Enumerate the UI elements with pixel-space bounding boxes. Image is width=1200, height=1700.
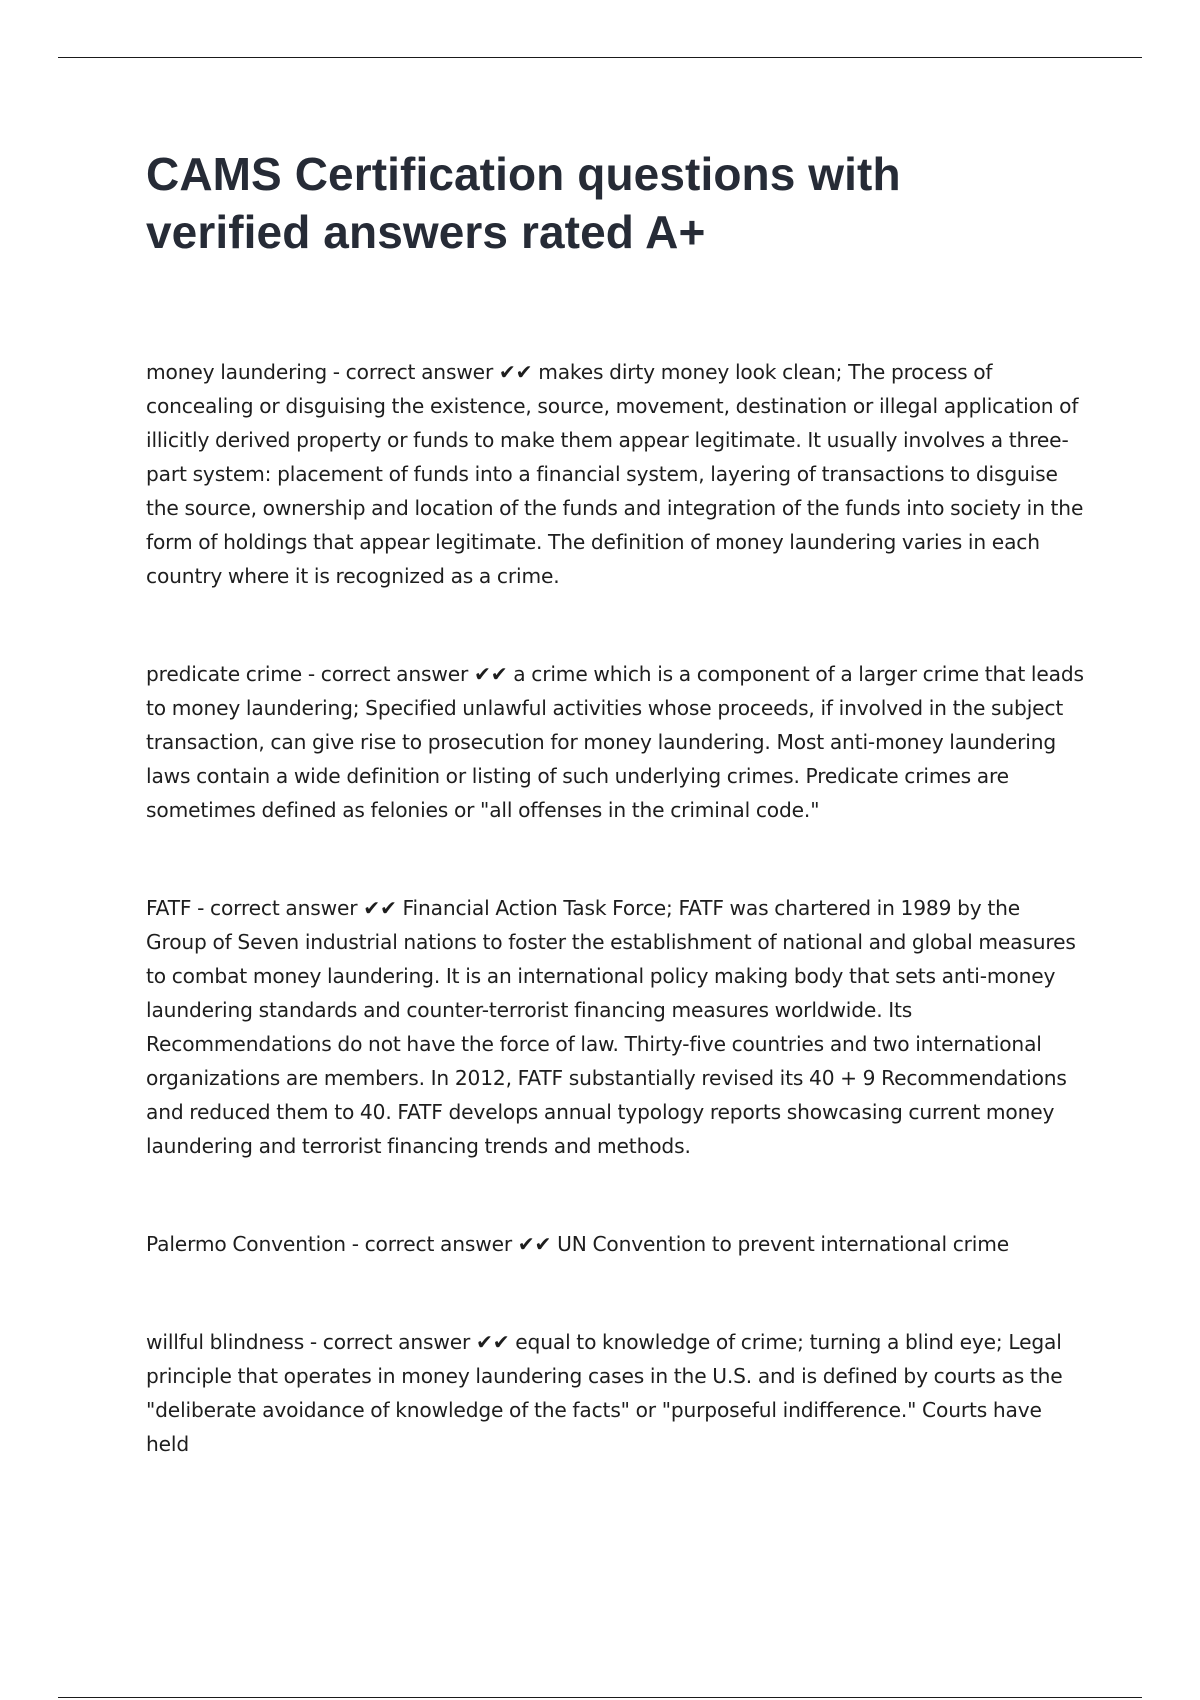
entry-term: FATF (146, 896, 192, 920)
top-rule (58, 57, 1142, 58)
qa-entry-palermo-convention (146, 1227, 1086, 1261)
entry-term: money laundering (146, 360, 328, 384)
double-check-icon: ✔✔ (517, 1232, 552, 1256)
document-title: CAMS Certification questions with verified answers rated A+ (146, 148, 901, 258)
double-check-icon: ✔✔ (473, 662, 508, 686)
qa-entry-money-laundering (146, 355, 1086, 593)
entry-separator: - correct answer (327, 360, 499, 384)
entry-answer: UN Convention to prevent international crime (557, 1232, 1010, 1256)
qa-entry-willful-blindness (146, 1325, 1086, 1461)
entry-separator: - correct answer (191, 896, 364, 920)
qa-entry-fatf (146, 891, 1086, 1163)
entry-answer: makes dirty money look clean; The process of concealing or disguising the existence, source, movement, destination or illegal application of illicitly derived property or funds to make them appear legitimate. It usually involves a three-part system: placement of funds into a financial system, layering of transactions to disguise the source, ownership and location of the funds and integration of the funds into society in the form of holdings that appear legitimate. The definition of money laundering varies in each country where it is recognized as a crime. (146, 360, 1084, 588)
entry-separator: - correct answer (345, 1232, 518, 1256)
double-check-icon: ✔✔ (363, 896, 397, 920)
entry-separator: - correct answer (302, 662, 474, 686)
entry-answer: a crime which is a component of a larger crime that leads to money laundering; Specified unlawful activities whose proceeds, if involved in the subject transaction, can give rise to prosecution for money laundering. Most anti-money laundering laws contain a wide definition or listing of such underlying crimes. Predicate crimes are sometimes defined as felonies or "all offenses in the criminal code." (146, 662, 1084, 822)
double-check-icon: ✔✔ (475, 1330, 510, 1354)
entry-term: predicate crime (146, 662, 303, 686)
double-check-icon: ✔✔ (498, 360, 533, 384)
entry-separator: - correct answer (304, 1330, 476, 1354)
entry-term: willful blindness (146, 1330, 305, 1354)
entry-answer: Financial Action Task Force; FATF was chartered in 1989 by the Group of Seven industrial nations to foster the establishment of national and global measures to combat money laundering. It is an international policy making body that sets anti-money laundering standards and counter-terrorist financing measures worldwide. Its Recommendations do not have the force of law. Thirty-five countries and two international organizations are members. In 2012, FATF substantially revised its 40 + 9 Recommendations and reduced them to 40. FATF develops annual typology reports showcasing current money laundering and terrorist financing trends and methods. (146, 896, 1076, 1158)
entry-answer: equal to knowledge of crime; turning a blind eye; Legal principle that operates in money laundering cases in the U.S. and is defined by courts as the "deliberate avoidance of knowledge of the facts" or "purposeful indifference." Courts have held (146, 1330, 1063, 1456)
bottom-rule (58, 1697, 1142, 1698)
entry-term: Palermo Convention (146, 1232, 346, 1256)
qa-entry-predicate-crime (146, 657, 1086, 827)
qa-entries (146, 355, 1086, 1525)
